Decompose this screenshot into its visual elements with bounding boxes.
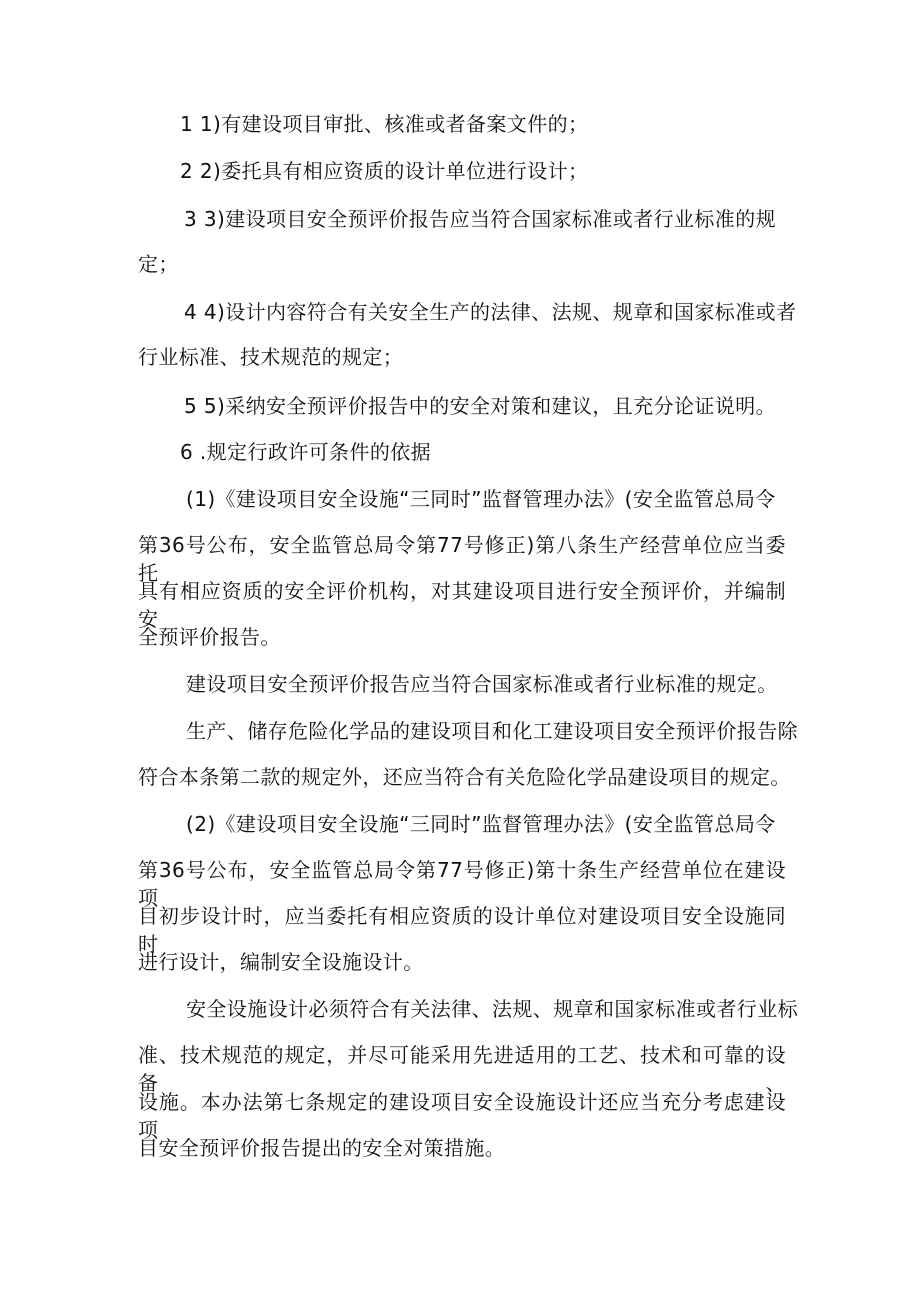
text-line-19: 进行设计，编制安全设施设计。 <box>138 950 424 974</box>
text-line-17: 第36号公布，安全监管总局令第77号修正)第十条生产经营单位在建设项 <box>138 858 786 910</box>
text-line-14: 生产、储存危险化学品的建设项目和化工建设项目安全预评价报告除 <box>186 719 798 743</box>
text-line-5: 4 4)设计内容符合有关安全生产的法律、法规、规章和国家标准或者 <box>184 300 797 324</box>
text-line-10: 第36号公布，安全监管总局令第77号修正)第八条生产经营单位应当委托 <box>138 533 786 585</box>
text-line-2: 2 2)委托具有相应资质的设计单位进行设计； <box>180 159 589 183</box>
text-line-9: (1)《建设项目安全设施“三同时”监督管理办法》(安全监管总局令 <box>186 487 776 511</box>
text-line-4: 定； <box>138 252 179 276</box>
text-line-6: 行业标准、技术规范的规定； <box>138 345 404 369</box>
text-line-16: (2)《建设项目安全设施“三同时”监督管理办法》(安全监管总局令 <box>186 812 776 836</box>
text-line-13: 建设项目安全预评价报告应当符合国家标准或者行业标准的规定。 <box>186 672 778 696</box>
text-line-20: 安全设施设计必须符合有关法律、法规、规章和国家标准或者行业标 <box>186 997 798 1021</box>
text-line-11: 具有相应资质的安全评价机构，对其建设项目进行安全预评价，并编制安 <box>138 579 786 631</box>
text-line-8: 6 .规定行政许可条件的依据 <box>180 440 432 464</box>
text-line-3: 3 3)建设项目安全预评价报告应当符合国家标准或者行业标准的规 <box>184 207 777 231</box>
text-line-23: 目安全预评价报告提出的安全对策措施。 <box>138 1136 506 1160</box>
text-line-21: 准、技术规范的规定，并尽可能采用先进适用的工艺、技术和可靠的设备、 <box>138 1043 786 1095</box>
text-line-1: 1 1)有建设项目审批、核准或者备案文件的； <box>180 112 589 136</box>
text-line-18: 目初步设计时，应当委托有相应资质的设计单位对建设项目安全设施同时 <box>138 904 786 956</box>
text-line-12: 全预评价报告。 <box>138 625 281 649</box>
text-line-15: 符合本条第二款的规定外，还应当符合有关危险化学品建设项目的规定。 <box>138 765 791 789</box>
text-line-22: 设施。本办法第七条规定的建设项目安全设施设计还应当充分考虑建设项 <box>138 1090 786 1142</box>
text-line-7: 5 5)采纳安全预评价报告中的安全对策和建议，且充分论证说明。 <box>184 394 777 418</box>
